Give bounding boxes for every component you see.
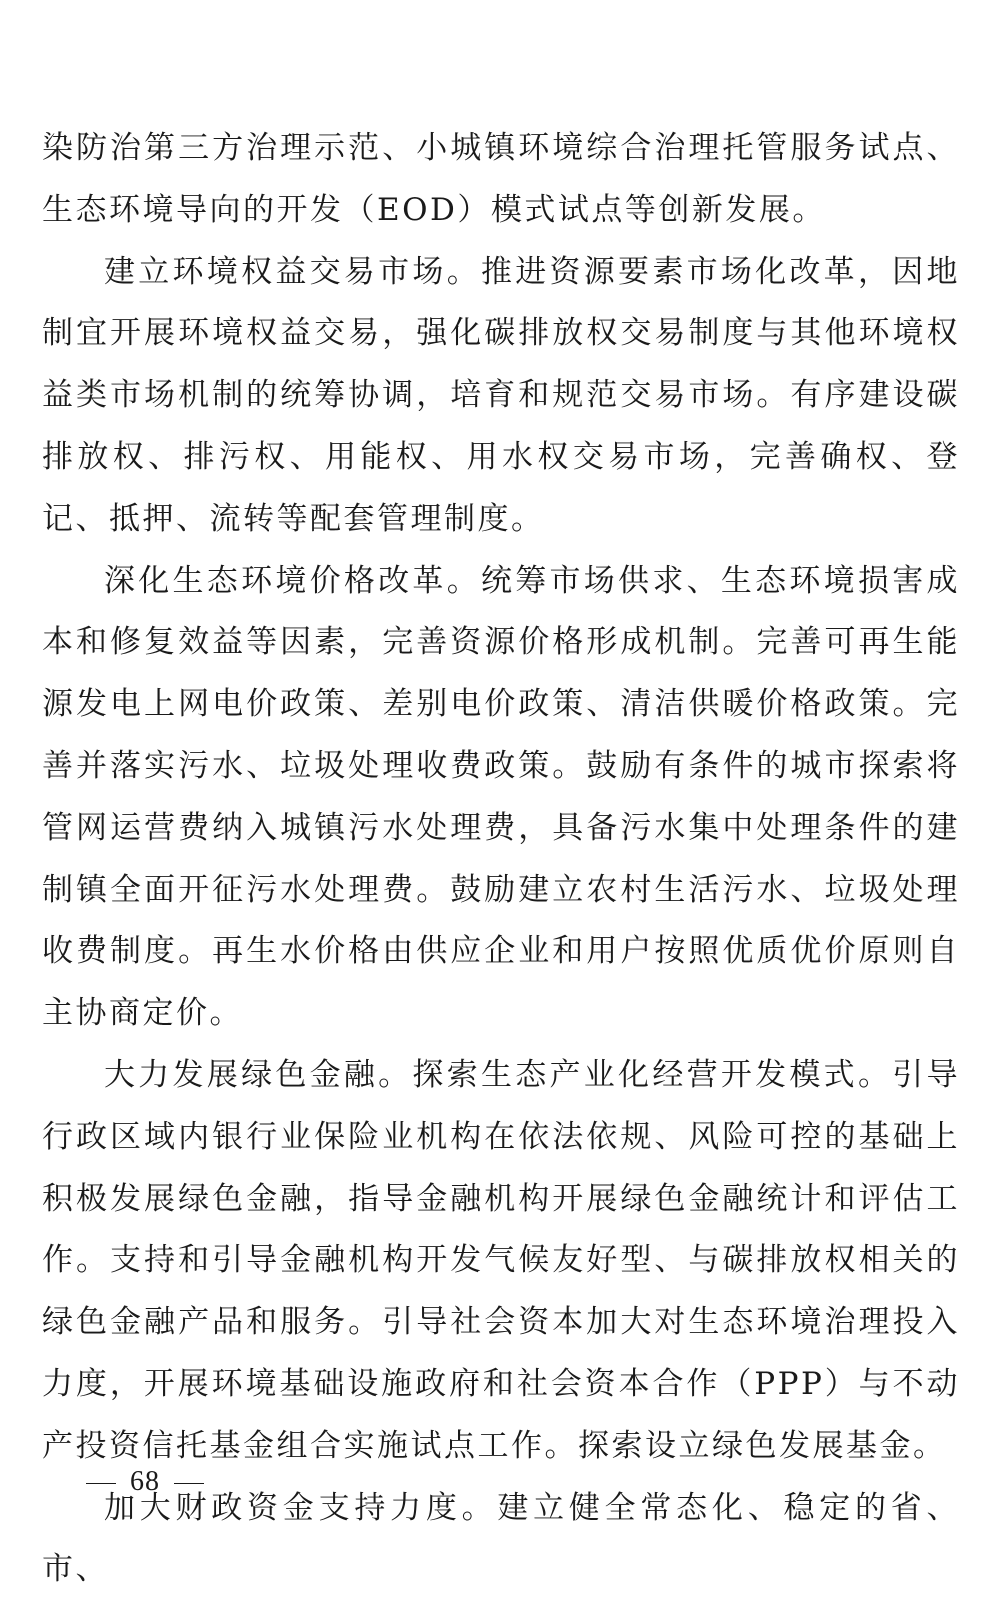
paragraph-green-finance: 大力发展绿色金融。探索生态产业化经营开发模式。引导行政区域内银行业保险业机构在依法依规、风险可控的基础上积极发展绿色金融，指导金融机构开展绿色金融统计和评估工作。支持和引导金融机构开发气候友好型、与碳排放权相关的绿色金融产品和服务。引导社会资本加大对生态环境治理投入力度，开展环境基础设施政府和社会资本合作（PPP）与不动产投资信托基金组合实施试点工作。探索设立绿色发展基金。: [42, 1056, 960, 1464]
footer-dash-left: [86, 1483, 116, 1484]
paragraph-environmental-rights-market: 建立环境权益交易市场。推进资源要素市场化改革，因地制宜开展环境权益交易，强化碳排放权交易制度与其他环境权益类市场机制的统筹协调，培育和规范交易市场。有序建设碳排放权、排污权、用能权、用水权交易市场，完善确权、登记、抵押、流转等配套管理制度。: [42, 253, 960, 537]
page-footer: [72, 1466, 218, 1498]
paragraph-fiscal-support: 加大财政资金支持力度。建立健全常态化、稳定的省、市、: [42, 1489, 960, 1588]
paragraph-continued: 染防治第三方治理示范、小城镇环境综合治理托管服务试点、生态环境导向的开发（EOD）模式试点等创新发展。: [42, 130, 960, 228]
page-number: 68: [130, 1466, 160, 1497]
footer-dash-right: [174, 1483, 204, 1484]
paragraph-price-reform: 深化生态环境价格改革。统筹市场供求、生态环境损害成本和修复效益等因素，完善资源价格形成机制。完善可再生能源发电上网电价政策、差别电价政策、清洁供暖价格政策。完善并落实污水、垃圾处理收费政策。鼓励有条件的城市探索将管网运营费纳入城镇污水处理费，具备污水集中处理条件的建制镇全面开征污水处理费。鼓励建立农村生活污水、垃圾处理收费制度。再生水价格由供应企业和用户按照优质优价原则自主协商定价。: [42, 562, 960, 1032]
body-text: [42, 118, 960, 1601]
